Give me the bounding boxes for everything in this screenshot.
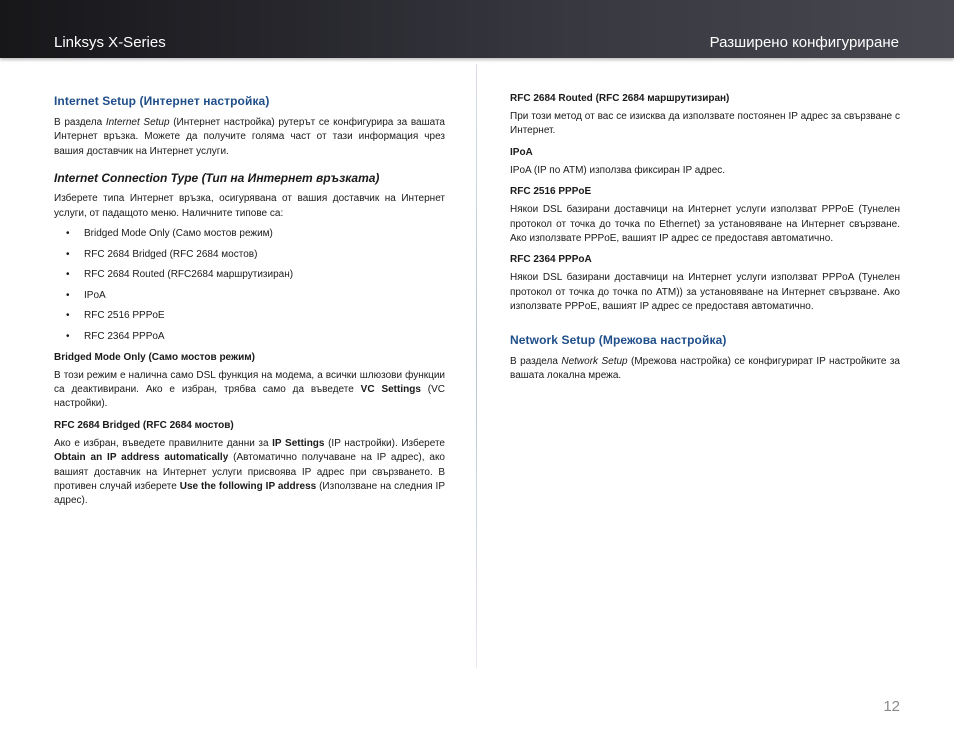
bold-text: VC Settings [360, 383, 421, 395]
list-item: • IPoA [54, 289, 445, 303]
page-number: 12 [883, 698, 900, 715]
bold-text: Use the following IP address [179, 480, 317, 492]
rfc2684-routed-paragraph: При този метод от вас се изисква да използвате постоянен IP адрес за свързване с Интернет. [510, 111, 900, 137]
right-column [510, 88, 900, 389]
text-run: В раздела [510, 355, 562, 367]
emphasis-text: Internet Setup [105, 117, 170, 128]
rfc2684-bridged-heading: RFC 2684 Bridged (RFC 2684 мостов) [54, 419, 234, 431]
product-name: Linksys X-Series [54, 34, 166, 51]
text-run: В този режим е налична само DSL функция на модема, а всички шлюзови функции са деактивирани. Ако е избран, трябва само да въведете [54, 369, 445, 395]
bridged-mode-paragraph [54, 369, 445, 412]
text-run: (VC настройки). [54, 383, 445, 410]
network-setup-paragraph [510, 355, 900, 384]
list-item: • RFC 2684 Bridged (RFC 2684 мостов) [54, 248, 445, 262]
list-item: • RFC 2364 PPPoA [54, 330, 445, 344]
text-run: (IP настройки). Изберете [324, 437, 445, 449]
internet-setup-heading: Internet Setup (Интернет настройка) [54, 94, 270, 108]
connection-type-paragraph: Изберете типа Интернет връзка, осигурявана от вашия доставчик на Интернет услуги, от падащото меню. Наличните типове са: [54, 193, 445, 219]
rfc2364-heading: RFC 2364 PPPoA [510, 254, 592, 266]
rfc2516-paragraph: Някои DSL базирани доставчици на Интернет услуги използват PPPoE (Тунелен протокол от точка до точка по Ethernet) за установяване на Интернет свързване. Ако използвате PPPoE, вашият IP адрес се предоставя автоматично. [510, 204, 900, 245]
ipoa-heading: IPoA [510, 146, 533, 158]
rfc2684-bridged-paragraph [54, 437, 445, 509]
text-run: (Интернет настройка) рутерът се конфигурира за вашата Интернет връзка. Можете да получите голяма част от тази информация чрез вашия доставчик на Интернет услуги. [54, 117, 445, 157]
bridged-mode-heading: Bridged Mode Only (Само мостов режим) [54, 351, 255, 363]
bold-text: Obtain an IP address automatically [54, 452, 229, 464]
text-run: (Автоматично получаване на IP адрес), ако вашият доставчик на Интернет услуги присвоява IP адрес при свързването. В противен случай изберете [54, 452, 445, 492]
chapter-title: Разширено конфигуриране [709, 34, 899, 51]
emphasis-text: Network Setup [561, 355, 628, 367]
rfc2684-routed-heading: RFC 2684 Routed (RFC 2684 маршрутизиран) [510, 93, 730, 104]
rfc2364-paragraph: Някои DSL базирани доставчици на Интернет услуги използват PPPoA (Тунелен протокол от точка до точка по ATM)) за установяване на Интернет свързване. Ако използвате PPPoE, вашият IP адрес се предоставя автоматично. [510, 272, 900, 313]
text-run: Ако е избран, въведете правилните данни за [54, 437, 273, 449]
column-divider [476, 64, 477, 668]
text-run: (Използване на следния IP адрес). [54, 480, 445, 507]
list-item: • RFC 2516 PPPoE [54, 309, 445, 323]
text-run: (Мрежова настройка) се конфигурират IP настройките за вашата локална мрежа. [510, 355, 900, 382]
rfc2516-heading: RFC 2516 PPPoE [510, 186, 592, 198]
list-item: • RFC 2684 Routed (RFC2684 маршрутизиран) [54, 268, 445, 282]
network-setup-heading: Network Setup (Мрежова настройка) [510, 332, 727, 347]
bold-text: IP Settings [272, 437, 325, 449]
connection-type-list [54, 227, 445, 344]
connection-type-heading: Internet Connection Type (Тип на Интернет връзката) [54, 171, 380, 186]
left-column [54, 88, 445, 515]
page-header [0, 0, 954, 58]
list-item: • Bridged Mode Only (Само мостов режим) [54, 227, 445, 241]
text-run: В раздела [54, 117, 106, 128]
ipoa-paragraph: IPoA (IP по ATM) използва фиксиран IP адрес. [510, 164, 726, 176]
internet-setup-paragraph [54, 116, 445, 159]
